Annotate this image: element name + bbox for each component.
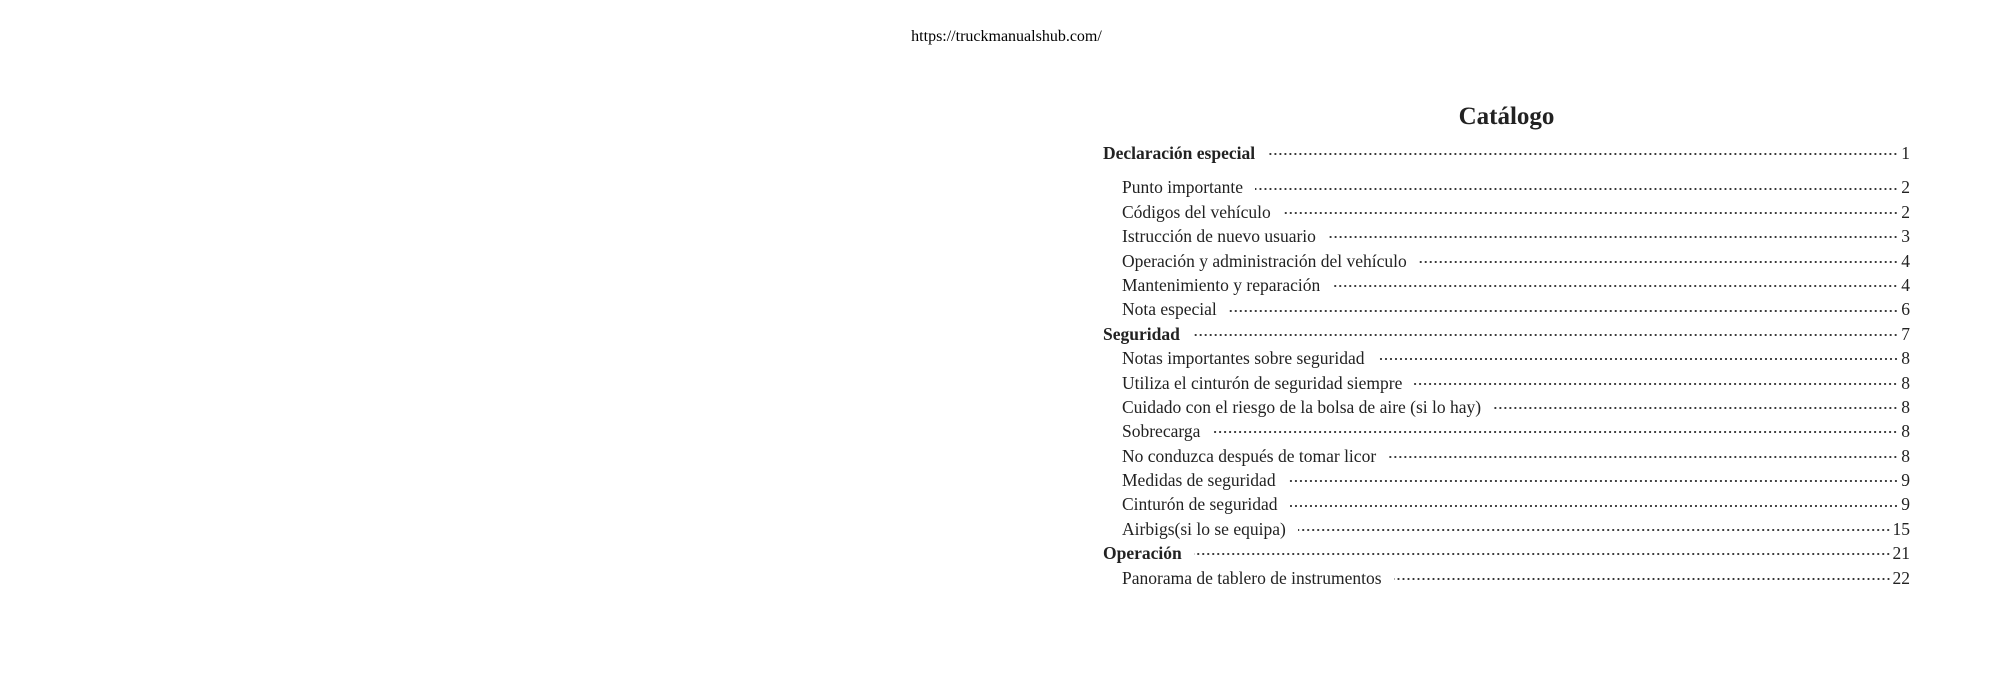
toc-entry-page: 6	[1901, 299, 1910, 320]
toc-entry-page: 2	[1901, 201, 1910, 222]
toc-entry-label: Utiliza el cinturón de seguridad siempre	[1122, 372, 1403, 393]
toc-entry-label: Medidas de seguridad	[1122, 470, 1276, 491]
toc-entry-label: Operación y administración del vehículo	[1122, 250, 1407, 271]
toc-entry-airbigs	[1103, 517, 1910, 541]
toc-leader-dots	[1414, 383, 1898, 385]
table-of-contents	[1103, 100, 1910, 590]
toc-entry-page: 8	[1901, 348, 1910, 369]
toc-entry-label: Seguridad	[1103, 323, 1180, 344]
toc-entry-page: 7	[1901, 323, 1910, 344]
toc-entry-label: Cuidado con el riesgo de la bolsa de aire (si lo hay)	[1122, 396, 1482, 417]
toc-entry-panorama-de-tablero	[1103, 566, 1910, 590]
toc-entry-label: Istrucción de nuevo usuario	[1122, 226, 1316, 247]
toc-entry-page: 3	[1901, 226, 1910, 247]
toc-leader-dots	[1290, 505, 1898, 507]
toc-entry-page: 8	[1901, 372, 1910, 393]
toc-leader-dots	[1212, 431, 1898, 433]
toc-leader-dots	[1194, 553, 1891, 555]
toc-entry-label: Declaración especial	[1103, 143, 1256, 163]
toc-entry-label: Sobrecarga	[1122, 421, 1201, 442]
toc-leader-dots	[1377, 358, 1898, 360]
toc-entry-operacion-y-administracion	[1103, 249, 1910, 273]
toc-entry-label: Cinturón de seguridad	[1122, 494, 1278, 515]
toc-entry-page: 9	[1901, 470, 1910, 491]
toc-entry-label: Punto importante	[1122, 177, 1244, 198]
toc-entry-label: Panorama de tablero de instrumentos	[1122, 567, 1382, 588]
toc-entry-no-conduzca-licor	[1103, 444, 1910, 468]
header-url: https://truckmanualshub.com/	[911, 28, 1102, 45]
toc-entry-page: 21	[1892, 543, 1910, 564]
toc-entry-utiliza-el-cinturon	[1103, 371, 1910, 395]
toc-entry-medidas-de-seguridad	[1103, 468, 1910, 492]
toc-leader-dots	[1283, 212, 1898, 214]
toc-entry-label: Airbigs(si lo se equipa)	[1122, 518, 1286, 539]
toc-entry-sobrecarga	[1103, 419, 1910, 443]
toc-leader-dots	[1388, 456, 1898, 458]
toc-entry-page: 8	[1901, 445, 1910, 466]
toc-leader-dots	[1288, 480, 1898, 482]
toc-entry-cinturon-de-seguridad	[1103, 492, 1910, 516]
toc-leader-dots	[1493, 407, 1898, 409]
toc-entry-seguridad	[1103, 322, 1910, 346]
toc-entry-notas-importantes-sobre-seguridad	[1103, 346, 1910, 370]
toc-entry-page: 22	[1892, 567, 1910, 588]
toc-entry-page: 8	[1901, 396, 1910, 417]
toc-entry-page: 8	[1901, 421, 1910, 442]
toc-entry-declaracion-especial	[1103, 141, 1910, 165]
toc-entry-page: 4	[1901, 250, 1910, 271]
toc-leader-dots	[1192, 334, 1898, 336]
toc-title: Catálogo	[1458, 103, 1555, 130]
toc-entry-punto-importante	[1103, 175, 1910, 199]
toc-leader-dots	[1298, 529, 1891, 531]
toc-leader-dots	[1328, 236, 1898, 238]
toc-entry-label: No conduzca después de tomar licor	[1122, 445, 1377, 466]
toc-entry-label: Notas importantes sobre seguridad	[1122, 348, 1365, 369]
toc-entry-mantenimiento-y-reparacion	[1103, 273, 1910, 297]
toc-entry-nota-especial	[1103, 297, 1910, 321]
toc-entry-operacion	[1103, 541, 1910, 565]
toc-leader-dots	[1419, 261, 1898, 263]
toc-leader-dots	[1229, 310, 1898, 312]
toc-entry-cuidado-bolsa-de-aire	[1103, 395, 1910, 419]
toc-entry-page: 4	[1901, 274, 1910, 295]
toc-leader-dots	[1255, 188, 1898, 190]
toc-entry-page: 2	[1901, 177, 1910, 198]
toc-entry-label: Códigos del vehículo	[1122, 201, 1271, 222]
toc-entry-page: 9	[1901, 494, 1910, 515]
toc-entry-codigos-del-vehiculo	[1103, 200, 1910, 224]
toc-entry-istruccion-de-nuevo-usuario	[1103, 224, 1910, 248]
toc-entry-label: Mantenimiento y reparación	[1122, 274, 1321, 295]
toc-entry-label: Nota especial	[1122, 299, 1217, 320]
toc-leader-dots	[1332, 285, 1898, 287]
toc-entry-page: 15	[1892, 518, 1910, 539]
toc-entry-label: Operación	[1103, 543, 1182, 564]
toc-leader-dots	[1394, 578, 1891, 580]
toc-leader-dots	[1267, 153, 1898, 155]
toc-entry-page: 1	[1901, 143, 1910, 163]
